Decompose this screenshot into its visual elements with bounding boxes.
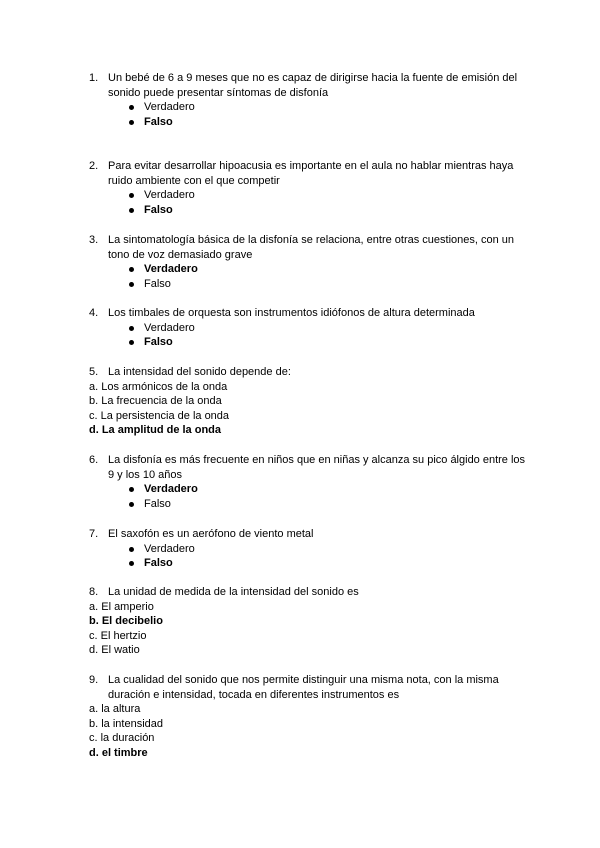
- question-6: [89, 453, 529, 511]
- option-correct: Falso: [89, 115, 529, 130]
- option-list: [89, 600, 529, 658]
- question-number: 2.: [89, 160, 99, 172]
- question-text: La unidad de medida de la intensidad del sonido es: [108, 586, 359, 598]
- question-2: [89, 159, 529, 217]
- option-correct: Verdadero: [89, 482, 529, 497]
- option-correct: Verdadero: [89, 262, 529, 277]
- question-number: 8.: [89, 586, 99, 598]
- option: Verdadero: [89, 321, 529, 336]
- option: Verdadero: [89, 188, 529, 203]
- question-3: [89, 233, 529, 291]
- option: a. la altura: [89, 703, 141, 715]
- option: d. El watio: [89, 644, 140, 656]
- option-list: [89, 542, 529, 571]
- question-text: La disfonía es más frecuente en niños que en niñas y alcanza su pico álgido entre los 9 y los 10 años: [108, 454, 526, 481]
- option: a. El amperio: [89, 600, 154, 613]
- question-text: Un bebé de 6 a 9 meses que no es capaz de dirigirse hacia la fuente de emisión del sonido puede presentar síntomas de disfonía: [108, 72, 518, 99]
- question-number: 4.: [89, 307, 99, 319]
- question-text: La sintomatología básica de la disfonía se relaciona, entre otras cuestiones, con un tono de voz demasiado grave: [108, 234, 515, 261]
- question-number: 6.: [89, 454, 99, 466]
- option-list: [89, 482, 529, 511]
- option-correct: Falso: [89, 203, 529, 218]
- option-correct: d. el timbre: [89, 746, 148, 759]
- option-list: [89, 100, 529, 129]
- question-9: [89, 673, 529, 760]
- option-list: [89, 380, 529, 438]
- question-number: 5.: [89, 366, 99, 378]
- option: b. La frecuencia de la onda: [89, 395, 222, 407]
- option-correct: b. El decibelio: [89, 615, 163, 627]
- option: Falso: [89, 497, 529, 512]
- option-correct: Falso: [89, 335, 529, 350]
- question-number: 9.: [89, 674, 99, 686]
- question-number: 7.: [89, 528, 99, 540]
- option: a. Los armónicos de la onda: [89, 380, 228, 393]
- option-correct: Falso: [89, 556, 529, 571]
- question-4: [89, 306, 529, 350]
- question-1: [89, 71, 529, 129]
- option: c. la duración: [89, 732, 155, 744]
- option: c. La persistencia de la onda: [89, 409, 230, 422]
- question-number: 3.: [89, 234, 99, 246]
- option-list: [89, 321, 529, 350]
- question-5: [89, 365, 529, 438]
- question-text: Los timbales de orquesta son instrumentos idiófonos de altura determinada: [108, 307, 475, 319]
- question-text: Para evitar desarrollar hipoacusia es importante en el aula no hablar mientras haya ruido ambiente con el que competir: [108, 160, 514, 187]
- option: Verdadero: [89, 100, 529, 115]
- option-list: [89, 262, 529, 291]
- question-text: El saxofón es un aerófono de viento metal: [108, 528, 314, 540]
- question-text: La intensidad del sonido depende de:: [108, 366, 291, 378]
- option: Falso: [89, 277, 529, 292]
- question-8: [89, 585, 529, 658]
- option: b. la intensidad: [89, 717, 163, 730]
- question-7: [89, 527, 529, 571]
- question-number: 1.: [89, 72, 99, 84]
- option-correct: d. La amplitud de la onda: [89, 424, 222, 436]
- option: Verdadero: [89, 542, 529, 557]
- option-list: [89, 702, 529, 760]
- question-text: La cualidad del sonido que nos permite distinguir una misma nota, con la misma duración e intensidad, tocada en diferentes instrumentos es: [108, 674, 499, 701]
- option-list: [89, 188, 529, 217]
- option: c. El hertzio: [89, 629, 147, 642]
